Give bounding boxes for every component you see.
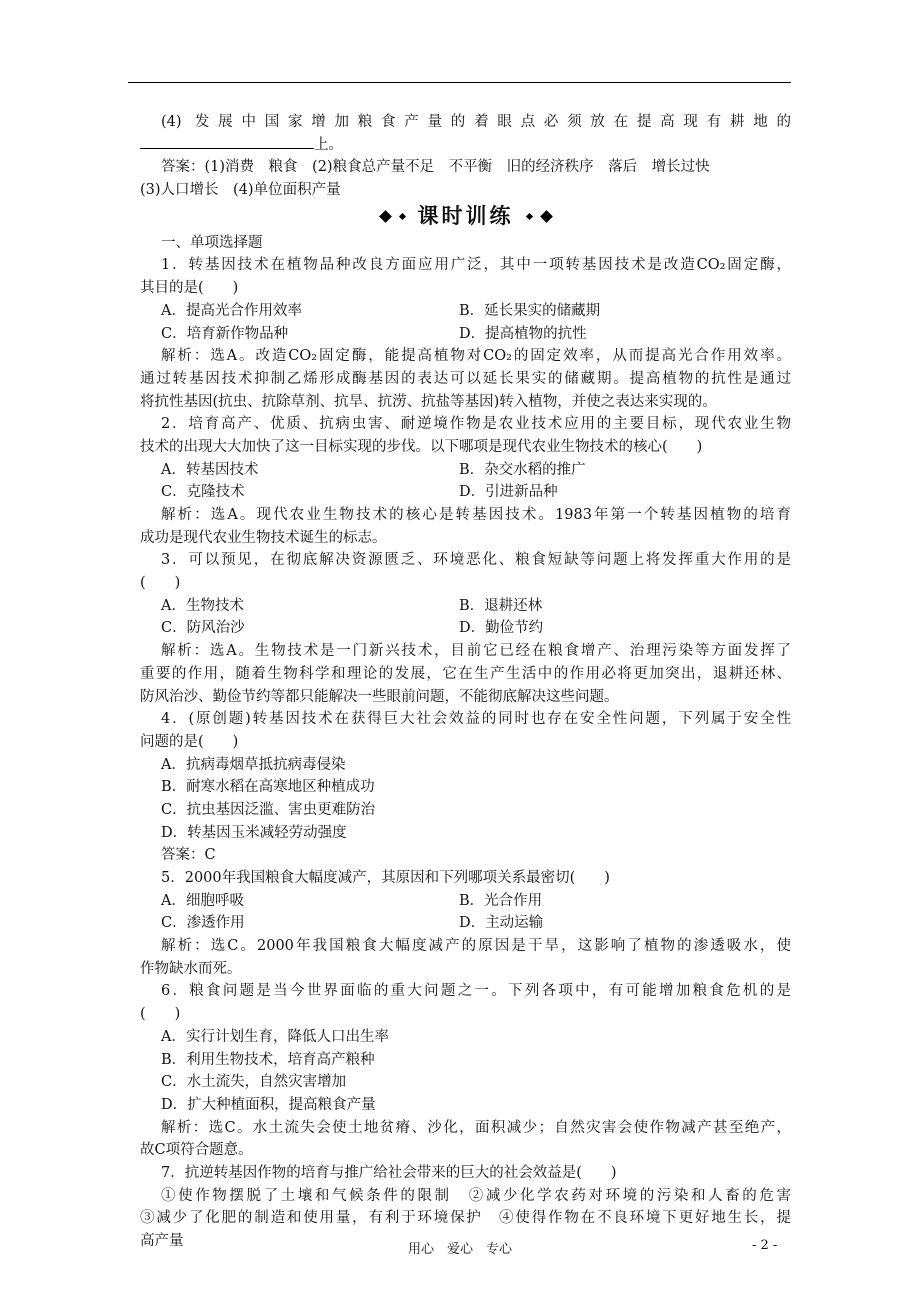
option: A．生物技术: [161, 597, 244, 614]
question-stem: 7．抗逆转基因作物的培育与推广给社会带来的巨大的社会效益是( ): [161, 1164, 617, 1181]
question-6: [140, 980, 791, 1162]
section-banner: [140, 202, 791, 232]
option-row: [140, 300, 791, 323]
option: A．转基因技术: [161, 461, 259, 478]
question-5: [140, 867, 791, 980]
question-stem: 4．(原创题)转基因技术在获得巨大社会效益的同时也存在安全性问题，下列属于安全性: [161, 711, 791, 728]
question-3: [140, 549, 791, 708]
q4-continuation-line: (4) 发展中国家增加粮食产量的着眼点必须放在提高现有耕地的: [161, 114, 791, 130]
header-rule: [128, 82, 791, 83]
option: D．引进新品种: [459, 484, 558, 501]
page-content: [140, 111, 791, 1253]
diamond-icon: [525, 213, 532, 220]
question-stem: 技术的出现大大加快了这一目标实现的步伐。以下哪项是现代农业生物技术的核心( ): [140, 438, 703, 455]
question-1: [140, 254, 791, 413]
page-number: - 2 -: [752, 1238, 778, 1253]
option: C．水土流失，自然灾害增加: [161, 1074, 347, 1091]
answer-line: (3)人口增长 (4)单位面积产量: [140, 182, 341, 199]
explanation-line: 解析：选A。改造CO₂固定酶，能提高植物对CO₂的固定效率，从而提高光合作用效率。: [161, 348, 791, 365]
option: D．勤俭节约: [459, 620, 544, 637]
explanation-line: 解析：选C。水土流失会使土地贫瘠、沙化，面积减少；自然灾害会使作物减产甚至绝产，: [161, 1119, 791, 1136]
option: B．延长果实的储藏期: [459, 302, 601, 319]
option: D．提高植物的抗性: [459, 325, 587, 342]
option: B．光合作用: [459, 892, 543, 909]
explanation-line: 将抗性基因(抗虫、抗除草剂、抗旱、抗涝、抗盐等基因)转入植物，并使之表达来实现的。: [140, 393, 717, 410]
question-stem: 1．转基因技术在植物品种改良方面应用广泛，其中一项转基因技术是改造CO₂固定酶，: [161, 257, 791, 274]
option: C．防风治沙: [161, 620, 245, 637]
option: C．抗虫基因泛滥、害虫更难防治: [161, 801, 376, 818]
question-stem: 3．可以预见，在彻底解决资源匮乏、环境恶化、粮食短缺等问题上将发挥重大作用的是: [161, 552, 791, 569]
diamond-icon: [379, 210, 392, 223]
question-list: [140, 254, 791, 1252]
footer-motto: 用心 爱心 专心: [407, 1242, 512, 1257]
statement-line: ③减少了化肥的制造和使用量，有利于环境保护 ④使得作物在不良环境下更好地生长，提: [140, 1210, 791, 1227]
option: C．克隆技术: [161, 484, 245, 501]
option: D．扩大种植面积，提高粮食产量: [161, 1096, 376, 1113]
statement-line: 高产量: [140, 1233, 184, 1249]
explanation-line: 解析：选A。现代农业生物技术的核心是转基因技术。1983年第一个转基因植物的培育: [161, 507, 791, 523]
option-row: [140, 595, 791, 618]
explanation-line: 防风治沙、勤俭节约等都只能解决一些眼前问题，不能彻底解决这些问题。: [140, 688, 619, 705]
option: B．退耕还林: [459, 597, 543, 614]
option-row: [140, 890, 791, 913]
section-title: 一、单项选择题: [161, 234, 263, 251]
option: D．转基因玉米减轻劳动强度: [161, 824, 347, 841]
banner-title: 课时训练: [417, 204, 514, 229]
option: C．培育新作物品种: [161, 325, 289, 342]
option-row: [140, 617, 791, 640]
option: D．主动运输: [459, 915, 544, 932]
question-stem: 2．培育高产、优质、抗病虫害、耐逆境作物是农业技术应用的主要目标，现代农业生物: [161, 416, 791, 433]
option: C．渗透作用: [161, 915, 245, 932]
option: B．杂交水稻的推广: [459, 461, 586, 478]
answer: 答案：C: [161, 847, 216, 864]
question-stem: ( ): [140, 1006, 181, 1023]
explanation-line: 通过转基因技术抑制乙烯形成酶基因的表达可以延长果实的储藏期。提高植物的抗性是通过: [140, 370, 791, 387]
option: A．提高光合作用效率: [161, 302, 302, 319]
option-row: [140, 912, 791, 935]
question-stem: ( ): [140, 575, 181, 592]
fill-blank: [140, 134, 314, 149]
q4-blank-line: [140, 134, 791, 157]
explanation-line: 重要的作用，随着生物科学和理论的发展，它在生产生活中的作用必将更加突出，退耕还林、: [140, 665, 791, 682]
explanation-line: 作物缺水而死。: [140, 960, 242, 977]
answer-line: 答案：(1)消费 粮食 (2)粮食总产量不足 不平衡 旧的经济秩序 落后 增长过快: [161, 159, 710, 176]
option-row: [140, 459, 791, 482]
option-row: [140, 323, 791, 346]
diamond-icon: [540, 210, 553, 223]
option: B．耐寒水稻在高寒地区种植成功: [161, 779, 375, 796]
explanation-line: 故C项符合题意。: [140, 1142, 253, 1159]
question-stem: 其目的是( ): [140, 280, 239, 297]
explanation-line: 成功是现代农业生物技术诞生的标志。: [140, 529, 387, 546]
question-stem: 问题的是( ): [140, 733, 239, 750]
question-2: [140, 413, 791, 549]
option: B．利用生物技术，培育高产粮种: [161, 1051, 375, 1068]
explanation-line: 解析：选C。2000年我国粮食大幅度减产的原因是干旱，这影响了植物的渗透吸水，使: [161, 938, 791, 955]
question-4: [140, 708, 791, 867]
q4-suffix: 上。: [314, 136, 343, 153]
explanation-line: 解析：选A。生物技术是一门新兴技术，目前它已经在粮食增产、治理污染等方面发挥了: [161, 643, 791, 660]
option: A．实行计划生育，降低人口出生率: [161, 1028, 389, 1045]
option: A．抗病毒烟草抵抗病毒侵染: [161, 756, 346, 773]
option-row: [140, 481, 791, 504]
question-stem: 5．2000年我国粮食大幅度减产，其原因和下列哪项关系最密切( ): [161, 870, 610, 886]
question-stem: 6．粮食问题是当今世界面临的重大问题之一。下列各项中，有可能增加粮食危机的是: [161, 983, 791, 1000]
statement-line: ①使作物摆脱了土壤和气候条件的限制 ②减少化学农药对环境的污染和人畜的危害: [161, 1187, 791, 1204]
option: A．细胞呼吸: [161, 892, 244, 909]
diamond-icon: [398, 213, 405, 220]
